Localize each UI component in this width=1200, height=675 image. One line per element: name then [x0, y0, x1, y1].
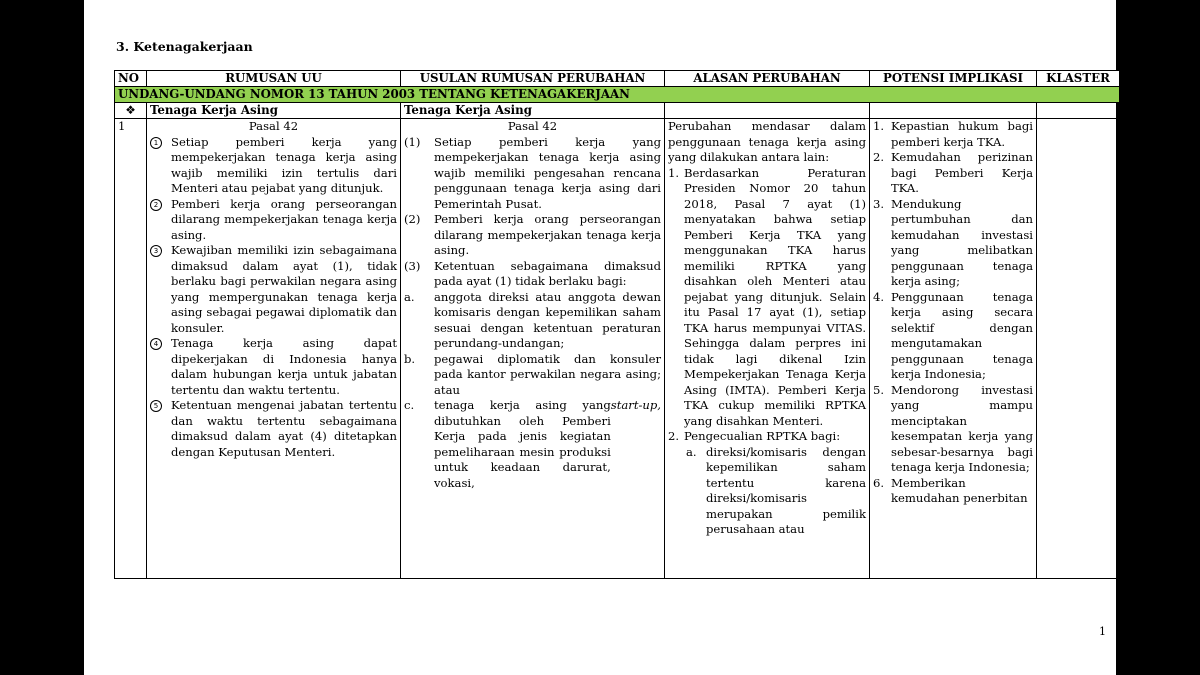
potensi-item-text: Memberikan kemudahan penerbitan [891, 475, 1028, 505]
rumusan-ayat [150, 336, 397, 398]
document-page [84, 0, 1116, 675]
usulan-sub-item-text: pegawai diplomatik dan konsuler pada kantor perwakilan negara asing; atau [434, 351, 661, 397]
usulan-items [404, 135, 661, 290]
potensi-item [873, 197, 1033, 290]
usulan-sub-item-text: tenaga kerja asing yang dibutuhkan oleh Pemberi Kerja pada jenis kegiatan pemeliharaan mesin produksi untuk keadaan darurat, vokasi, [434, 398, 611, 490]
ayat-text: Pemberi kerja orang perseorangan dilarang mempekerjakan tenaga kerja asing. [171, 196, 397, 242]
potensi-items [873, 119, 1033, 507]
potensi-item-number: 6. [873, 475, 885, 490]
usulan-pasal: Pasal 42 [507, 119, 558, 133]
alasan-item [668, 429, 866, 445]
rumusan-ayat [150, 135, 397, 197]
usulan-ayat-number: (1) [404, 134, 421, 149]
potensi-item-text: Mendukung pertumbuhan dan kemudahan investasi yang melibatkan penggunaan tenaga kerja asing; [891, 196, 1033, 288]
klaster-empty [1037, 103, 1120, 119]
usulan-sub-items [404, 290, 661, 492]
usulan-ayat-text: Pemberi kerja orang perseorangan dilarang mempekerjakan tenaga kerja asing. [434, 212, 661, 257]
ayat-text: Tenaga kerja asing dapat dipekerjakan di Indonesia hanya dalam hubungan kerja untuk jabatan tertentu dan waktu tertentu. [171, 336, 397, 397]
usulan-ayat [404, 212, 661, 259]
potensi-item [873, 119, 1033, 150]
potensi-item-text: Penggunaan tenaga kerja asing secara selektif dengan mengutamakan penggunaan tenaga kerja Indonesia; [891, 289, 1033, 381]
alasan-sub-item [686, 445, 866, 538]
header-alasan: ALASAN PERUBAHAN [665, 71, 870, 87]
usulan-ayat-text: Setiap pemberi kerja yang mempekerjakan tenaga kerja asing wajib memiliki pengesahan rencana penggunaan tenaga kerja asing dari Pemerintah Pusat. [434, 134, 661, 211]
potensi-item-number: 4. [873, 289, 885, 304]
rumusan-items [150, 135, 397, 461]
ayat-text: Setiap pemberi kerja yang mempekerjakan tenaga kerja asing wajib memiliki izin tertulis dari Menteri atau pejabat yang ditunjuk. [171, 134, 397, 195]
law-title: UNDANG-UNDANG NOMOR 13 TAHUN 2003 TENTANG KETENAGAKERJAAN [115, 87, 1120, 103]
ketenagakerjaan-table [114, 70, 1120, 579]
usulan-ayat [404, 135, 661, 213]
ayat-number: 2 [150, 199, 162, 211]
potensi-item [873, 290, 1033, 383]
usulan-cell [401, 119, 665, 579]
usulan-sub-item [404, 290, 661, 352]
alasan-item [668, 166, 866, 430]
alasan-item-text: Pengecualian RPTKA bagi: [684, 429, 841, 443]
ayat-number: 3 [150, 245, 162, 257]
potensi-item [873, 150, 1033, 197]
potensi-item-number: 2. [873, 150, 885, 164]
usulan-ayat [404, 259, 661, 290]
row-number: 1 [115, 119, 147, 579]
rumusan-ayat [150, 398, 397, 460]
alasan-sub-item-text: direksi/komisaris dengan kepemilikan saham tertentu karena direksi/komisaris merupakan pemilik perusahaan atau [706, 444, 866, 536]
rumusan-cell [147, 119, 401, 579]
header-usulan: USULAN RUMUSAN PERUBAHAN [401, 71, 665, 87]
italic-tail: start-up, [610, 398, 661, 412]
usulan-sub-item [404, 398, 661, 491]
ayat-number: 1 [150, 137, 162, 149]
potensi-item-number: 1. [873, 119, 885, 133]
law-title-row [115, 87, 1120, 103]
page-number: 1 [1099, 625, 1106, 638]
usulan-ayat-text: Ketentuan sebagaimana dimaksud pada ayat (1) tidak berlaku bagi: [434, 258, 661, 288]
usulan-sub-item-number: a. [404, 289, 415, 304]
usulan-subsection-title: Tenaga Kerja Asing [401, 103, 665, 119]
alasan-sub-item-number: a. [686, 444, 697, 459]
potensi-item-text: Kemudahan perizinan bagi Pemberi Kerja TKA. [891, 150, 1033, 195]
potensi-item-number: 5. [873, 382, 885, 397]
rumusan-ayat [150, 197, 397, 244]
usulan-sub-item [404, 352, 661, 399]
rumusan-pasal: Pasal 42 [248, 119, 299, 133]
alasan-sub-items [668, 445, 866, 538]
alasan-item-number: 2. [668, 429, 680, 443]
alasan-item-number: 1. [668, 165, 680, 180]
alasan-item-text: Berdasarkan Peraturan Presiden Nomor 20 tahun 2018, Pasal 7 ayat (1) menyatakan bahwa setiap Pemberi Kerja TKA yang menggunakan TKA harus memiliki RPTKA yang disahkan oleh Menteri atau pejabat yang ditunjuk. Selain itu Pasal 17 ayat (1), setiap TKA harus mempunyai VITAS. Sehingga dalam perpres ini tidak lagi dikenal Izin Mempekerjakan Tenaga Kerja Asing (IMTA). Pemberi Kerja TKA cukup memiliki RPTKA yang disahkan Menteri. [684, 165, 866, 428]
section-title: 3. Ketenagakerjaan [116, 39, 253, 54]
usulan-ayat-number: (3) [404, 258, 421, 273]
potensi-item-number: 3. [873, 196, 885, 211]
ayat-text: Ketentuan mengenai jabatan tertentu dan waktu tertentu sebagaimana dimaksud dalam ayat (4) ditetapkan dengan Keputusan Menteri. [171, 398, 397, 459]
rumusan-subsection-title: Tenaga Kerja Asing [147, 103, 401, 119]
potensi-item [873, 383, 1033, 476]
alasan-cell [665, 119, 870, 579]
usulan-sub-item-text: anggota direksi atau anggota dewan komisaris dengan kepemilikan saham sesuai dengan ketentuan peraturan perundang-undangan; [434, 289, 661, 350]
subsection-row [115, 103, 1120, 119]
usulan-sub-item-number: c. [404, 398, 415, 412]
ayat-number: 5 [150, 400, 162, 412]
alasan-intro: Perubahan mendasar dalam penggunaan tenaga kerja asing yang dilakukan antara lain: [668, 119, 866, 164]
potensi-item-text: Kepastian hukum bagi pemberi kerja TKA. [891, 119, 1033, 149]
ayat-number: 4 [150, 338, 162, 350]
diamond-bullet-icon: ❖ [115, 103, 147, 119]
potensi-cell [870, 119, 1037, 579]
ayat-text: Kewajiban memiliki izin sebagaimana dimaksud dalam ayat (1), tidak berlaku bagi perwakilan negara asing yang mempergunakan tenaga kerja asing sebagai pegawai diplomatik dan konsuler. [171, 243, 397, 335]
header-potensi: POTENSI IMPLIKASI [870, 71, 1037, 87]
content-row [115, 119, 1120, 579]
potensi-empty [870, 103, 1037, 119]
header-klaster: KLASTER [1037, 71, 1120, 87]
potensi-item-text: Mendorong investasi yang mampu menciptakan kesempatan kerja yang sebesar-besarnya bagi tenaga kerja Indonesia; [891, 382, 1033, 474]
header-no: NO [115, 71, 147, 87]
alasan-empty [665, 103, 870, 119]
header-rumusan: RUMUSAN UU [147, 71, 401, 87]
alasan-items [668, 166, 866, 445]
rumusan-ayat [150, 243, 397, 336]
usulan-ayat-number: (2) [404, 212, 421, 226]
klaster-cell [1037, 119, 1120, 579]
potensi-item [873, 476, 1033, 507]
usulan-sub-item-number: b. [404, 351, 416, 366]
header-row [115, 71, 1120, 87]
